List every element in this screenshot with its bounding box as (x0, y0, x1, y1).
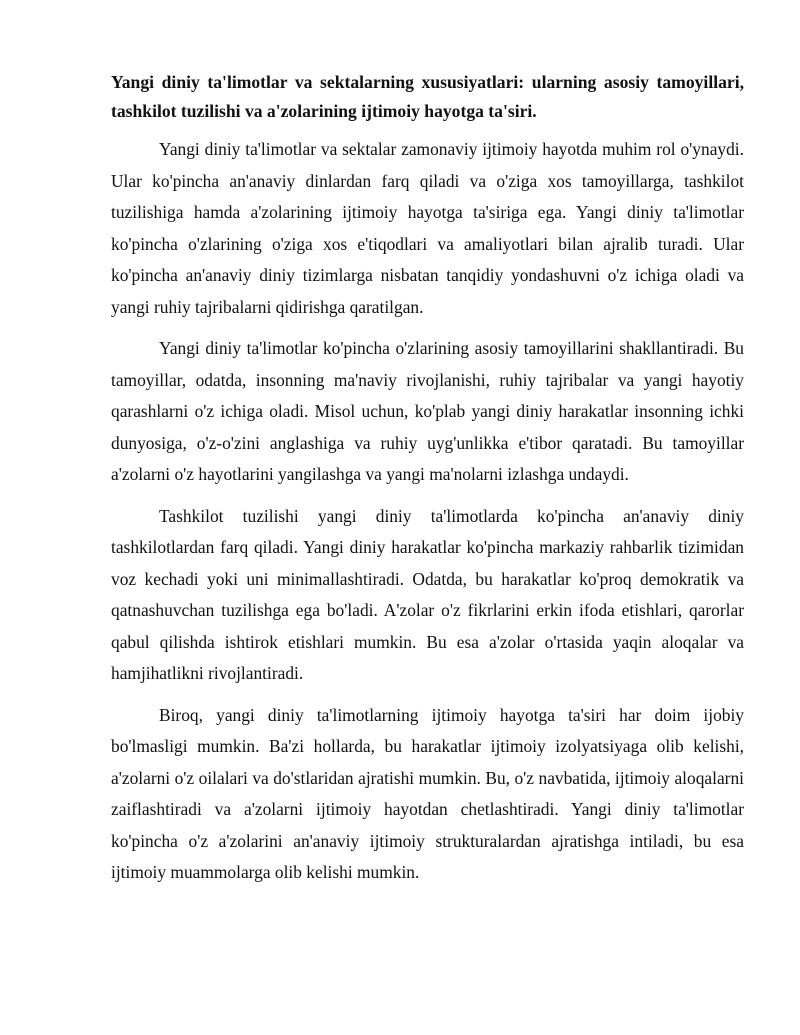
paragraph-4: Biroq, yangi diniy ta'limotlarning ijtimoiy hayotga ta'siri har doim ijobiy bo'lmasligi mumkin. Ba'zi hollarda, bu harakatlar ijtimoiy izolyatsiyaga olib kelishi, a'zolarni o'z oilalari va do'stlaridan ajratishi mumkin. Bu, o'z navbatida, ijtimoiy aloqalarni zaiflashtiradi va a'zolarni ijtimoiy hayotdan chetlashtiradi. Yangi diniy ta'limotlar ko'pincha o'z a'zolarini an'anaviy ijtimoiy strukturalardan ajratishga intiladi, bu esa ijtimoiy muammolarga olib kelishi mumkin. (111, 704, 744, 882)
document-page (111, 68, 744, 899)
paragraph-1: Yangi diniy ta'limotlar va sektalar zamonaviy ijtimoiy hayotda muhim rol o'ynaydi. Ular ko'pincha an'anaviy dinlardan farq qiladi va o'ziga xos tamoyillarga, tashkilot tuzilishiga hamda a'zolarining ijtimoiy hayotga ta'siriga ega. Yangi diniy ta'limotlar ko'pincha o'zlarining o'ziga xos e'tiqodlari va amaliyotlari bilan ajralib turadi. Ular ko'pincha an'anaviy diniy tizimlarga nisbatan tanqidiy yondashuvni o'z ichiga oladi va yangi ruhiy tajribalarni qidirishga qaratilgan. (111, 139, 744, 317)
paragraph-3: Tashkilot tuzilishi yangi diniy ta'limotlarda ko'pincha an'anaviy diniy tashkilotlardan farq qiladi. Yangi diniy harakatlar ko'pincha markaziy rahbarlik tizimidan voz kechadi yoki uni minimallashtiradi. Odatda, bu harakatlar ko'proq demokratik va qatnashuvchan tuzilishga ega bo'ladi. A'zolar o'z fikrlarini erkin ifoda etishlari, qarorlar qabul qilishda ishtirok etishlari mumkin. Bu esa a'zolar o'rtasida yaqin aloqalar va hamjihatlikni rivojlantiradi. (111, 505, 744, 683)
document-title: Yangi diniy ta'limotlar va sektalarning xususiyatlari: ularning asosiy tamoyillari, tashkilot tuzilishi va a'zolarining ijtimoiy hayotga ta'siri. (111, 72, 744, 121)
paragraph-2: Yangi diniy ta'limotlar ko'pincha o'zlarining asosiy tamoyillarini shakllantiradi. Bu tamoyillar, odatda, insonning ma'naviy rivojlanishi, ruhiy tajribalar va yangi hayotiy qarashlarni o'z ichiga oladi. Misol uchun, ko'plab yangi diniy harakatlar insonning ichki dunyosiga, o'z-o'zini anglashiga va ruhiy uyg'unlikka e'tibor qaratadi. Bu tamoyillar a'zolarni o'z hayotlarini yangilashga va yangi ma'nolarni izlashga undaydi. (111, 338, 744, 484)
